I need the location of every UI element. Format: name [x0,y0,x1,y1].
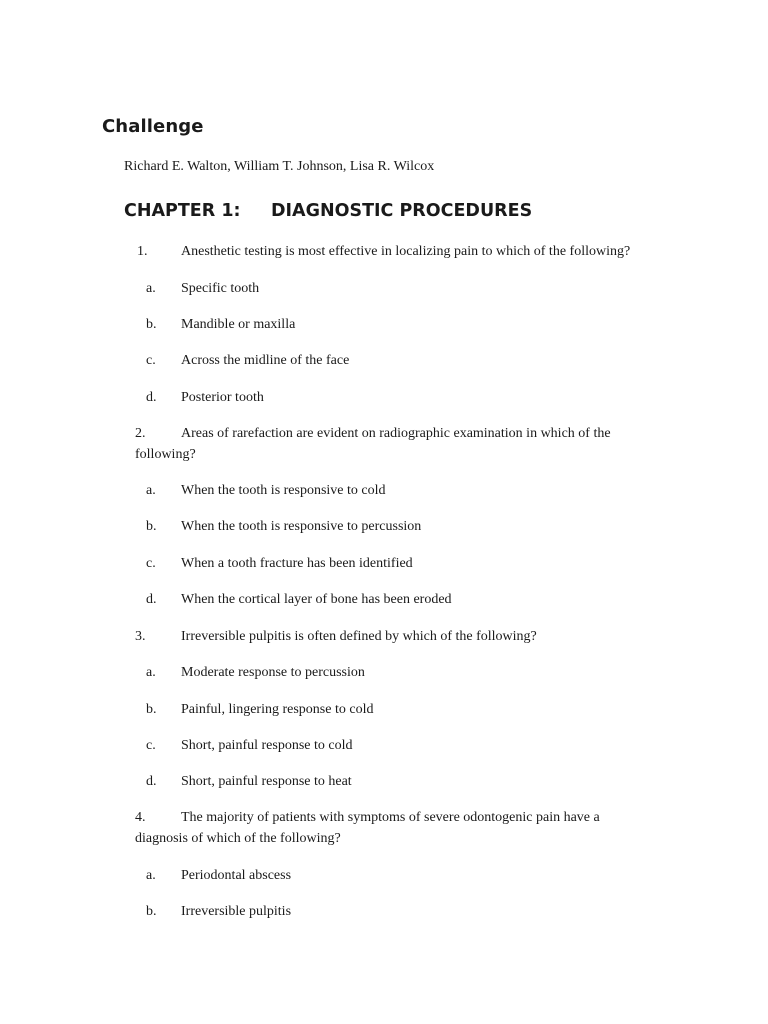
question-1-number: 1. [137,244,148,259]
option-text: Short, painful response to cold [181,738,353,753]
question-3-number: 3. [135,629,146,644]
option-letter: d. [146,390,157,405]
option-letter: c. [146,556,156,571]
option-letter: a. [146,281,156,296]
document-title: Challenge [102,116,204,137]
question-2-text: Areas of rarefaction are evident on radiographic examination in which of the [181,426,611,441]
option-text: Posterior tooth [181,390,264,405]
option-text: Periodontal abscess [181,868,292,883]
question-1-text: Anesthetic testing is most effective in localizing pain to which of the following? [181,244,631,259]
question-4-text: The majority of patients with symptoms of severe odontogenic pain have a [181,810,600,825]
option-letter: a. [146,483,156,498]
option-text: Specific tooth [181,281,260,296]
question-4-number: 4. [135,810,146,825]
option-text: Short, painful response to heat [181,774,352,789]
option-text: Irreversible pulpitis [181,904,292,919]
question-3-text: Irreversible pulpitis is often defined by which of the following? [181,629,537,644]
option-letter: a. [146,868,156,883]
option-letter: a. [146,665,156,680]
chapter-number: CHAPTER 1: [124,201,241,221]
option-letter: b. [146,519,157,534]
option-text: Moderate response to percussion [181,665,365,680]
option-letter: d. [146,592,157,607]
question-2-continuation: following? [135,447,196,462]
chapter-title: DIAGNOSTIC PROCEDURES [271,201,533,221]
option-letter: b. [146,904,157,919]
option-text: When the tooth is responsive to percussion [181,519,422,534]
option-text: Across the midline of the face [181,353,350,368]
option-text: Painful, lingering response to cold [181,702,374,717]
option-letter: b. [146,702,157,717]
option-text: When the cortical layer of bone has been eroded [181,592,452,607]
option-text: Mandible or maxilla [181,317,296,332]
document-authors: Richard E. Walton, William T. Johnson, Lisa R. Wilcox [124,159,435,174]
question-4-continuation: diagnosis of which of the following? [135,831,341,846]
option-letter: c. [146,738,156,753]
option-text: When the tooth is responsive to cold [181,483,386,498]
option-text: When a tooth fracture has been identified [181,556,413,571]
question-2-number: 2. [135,426,146,441]
chapter-heading [124,201,532,221]
option-letter: c. [146,353,156,368]
option-letter: d. [146,774,157,789]
option-letter: b. [146,317,157,332]
